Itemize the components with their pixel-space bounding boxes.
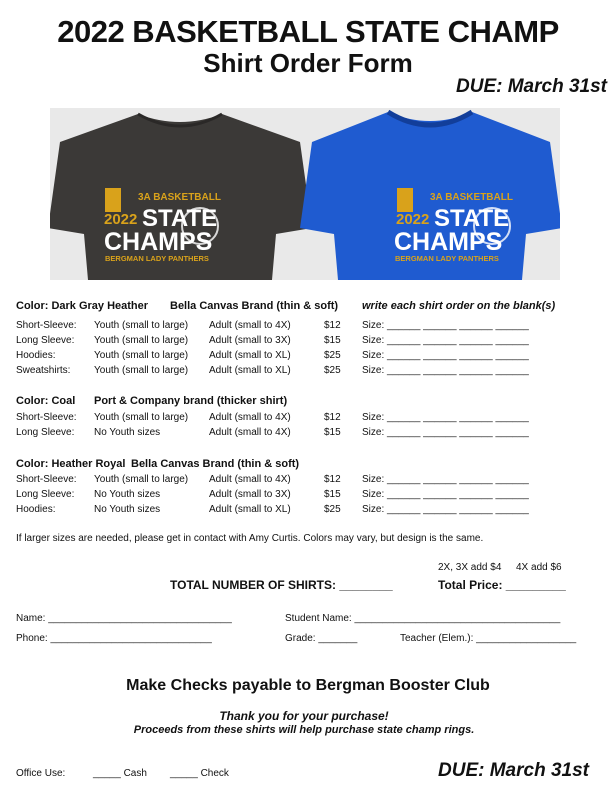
student-name-field[interactable]: Student Name: _____________________________________ <box>285 613 561 624</box>
due-date-bottom: DUE: March 31st <box>438 760 589 781</box>
size-blanks[interactable]: Size: ______ ______ ______ ______ <box>362 350 529 361</box>
total-shirts-field[interactable]: TOTAL NUMBER OF SHIRTS: ________ <box>170 578 393 592</box>
phone-field[interactable]: Phone: _____________________________ <box>16 633 212 644</box>
total-price-field[interactable]: Total Price: _________ <box>438 578 566 592</box>
size-blanks[interactable]: Size: ______ ______ ______ ______ <box>362 365 529 376</box>
larger-sizes-notice: If larger sizes are needed, please get in contact with Amy Curtis. Colors may vary, but design is the same. <box>16 533 484 544</box>
teacher-field[interactable]: Teacher (Elem.): __________________ <box>400 633 577 644</box>
svg-text:STATE: STATE <box>142 205 218 232</box>
addon-2x-3x: 2X, 3X add $4 <box>438 562 502 573</box>
proceeds-note: Proceeds from these shirts will help purchase state champ rings. <box>133 724 475 736</box>
size-blanks[interactable]: Size: ______ ______ ______ ______ <box>362 504 529 515</box>
svg-text:STATE: STATE <box>434 205 510 232</box>
checks-payable: Make Checks payable to Bergman Booster Club <box>126 677 490 694</box>
office-use-label: Office Use: <box>16 768 66 779</box>
svg-text:BERGMAN LADY PANTHERS: BERGMAN LADY PANTHERS <box>105 254 209 263</box>
addon-4x: 4X add $6 <box>516 562 562 573</box>
svg-text:BERGMAN LADY PANTHERS: BERGMAN LADY PANTHERS <box>395 254 499 263</box>
shirt-image-banner <box>50 108 560 280</box>
svg-text:3A BASKETBALL: 3A BASKETBALL <box>138 192 221 203</box>
size-blanks[interactable]: Size: ______ ______ ______ ______ <box>362 320 529 331</box>
section-dark-gray-color: Color: Dark Gray Heather <box>16 300 149 312</box>
name-field[interactable]: Name: _________________________________ <box>16 613 232 624</box>
page-subtitle: Shirt Order Form <box>203 48 413 78</box>
section-coal-color: Color: Coal <box>16 395 76 407</box>
size-blanks[interactable]: Size: ______ ______ ______ ______ <box>362 427 529 438</box>
size-blanks[interactable]: Size: ______ ______ ______ ______ <box>362 474 529 485</box>
svg-text:CHAMPS: CHAMPS <box>104 228 213 256</box>
section-royal-color: Color: Heather Royal <box>16 458 126 470</box>
section-dark-gray-brand: Bella Canvas Brand (thin & soft) <box>170 300 339 312</box>
svg-text:2022: 2022 <box>104 211 138 228</box>
shirts-illustration <box>50 108 560 280</box>
section-royal-brand: Bella Canvas Brand (thin & soft) <box>131 458 300 470</box>
page-title: 2022 BASKETBALL STATE CHAMP <box>57 14 559 49</box>
svg-text:3A BASKETBALL: 3A BASKETBALL <box>430 192 513 203</box>
cash-field[interactable]: _____ Cash <box>93 768 147 779</box>
section-coal-brand: Port & Company brand (thicker shirt) <box>94 395 288 407</box>
size-blanks[interactable]: Size: ______ ______ ______ ______ <box>362 335 529 346</box>
due-date-top: DUE: March 31st <box>456 76 607 97</box>
size-blanks[interactable]: Size: ______ ______ ______ ______ <box>362 489 529 500</box>
size-blanks[interactable]: Size: ______ ______ ______ ______ <box>362 412 529 423</box>
svg-text:CHAMPS: CHAMPS <box>394 228 503 256</box>
check-field[interactable]: _____ Check <box>170 768 229 779</box>
section-order-note: write each shirt order on the blank(s) <box>362 300 556 312</box>
grade-field[interactable]: Grade: _______ <box>285 633 358 644</box>
svg-text:2022: 2022 <box>396 211 430 228</box>
royal-shirt-logo <box>394 188 513 263</box>
thank-you: Thank you for your purchase! <box>219 709 389 723</box>
